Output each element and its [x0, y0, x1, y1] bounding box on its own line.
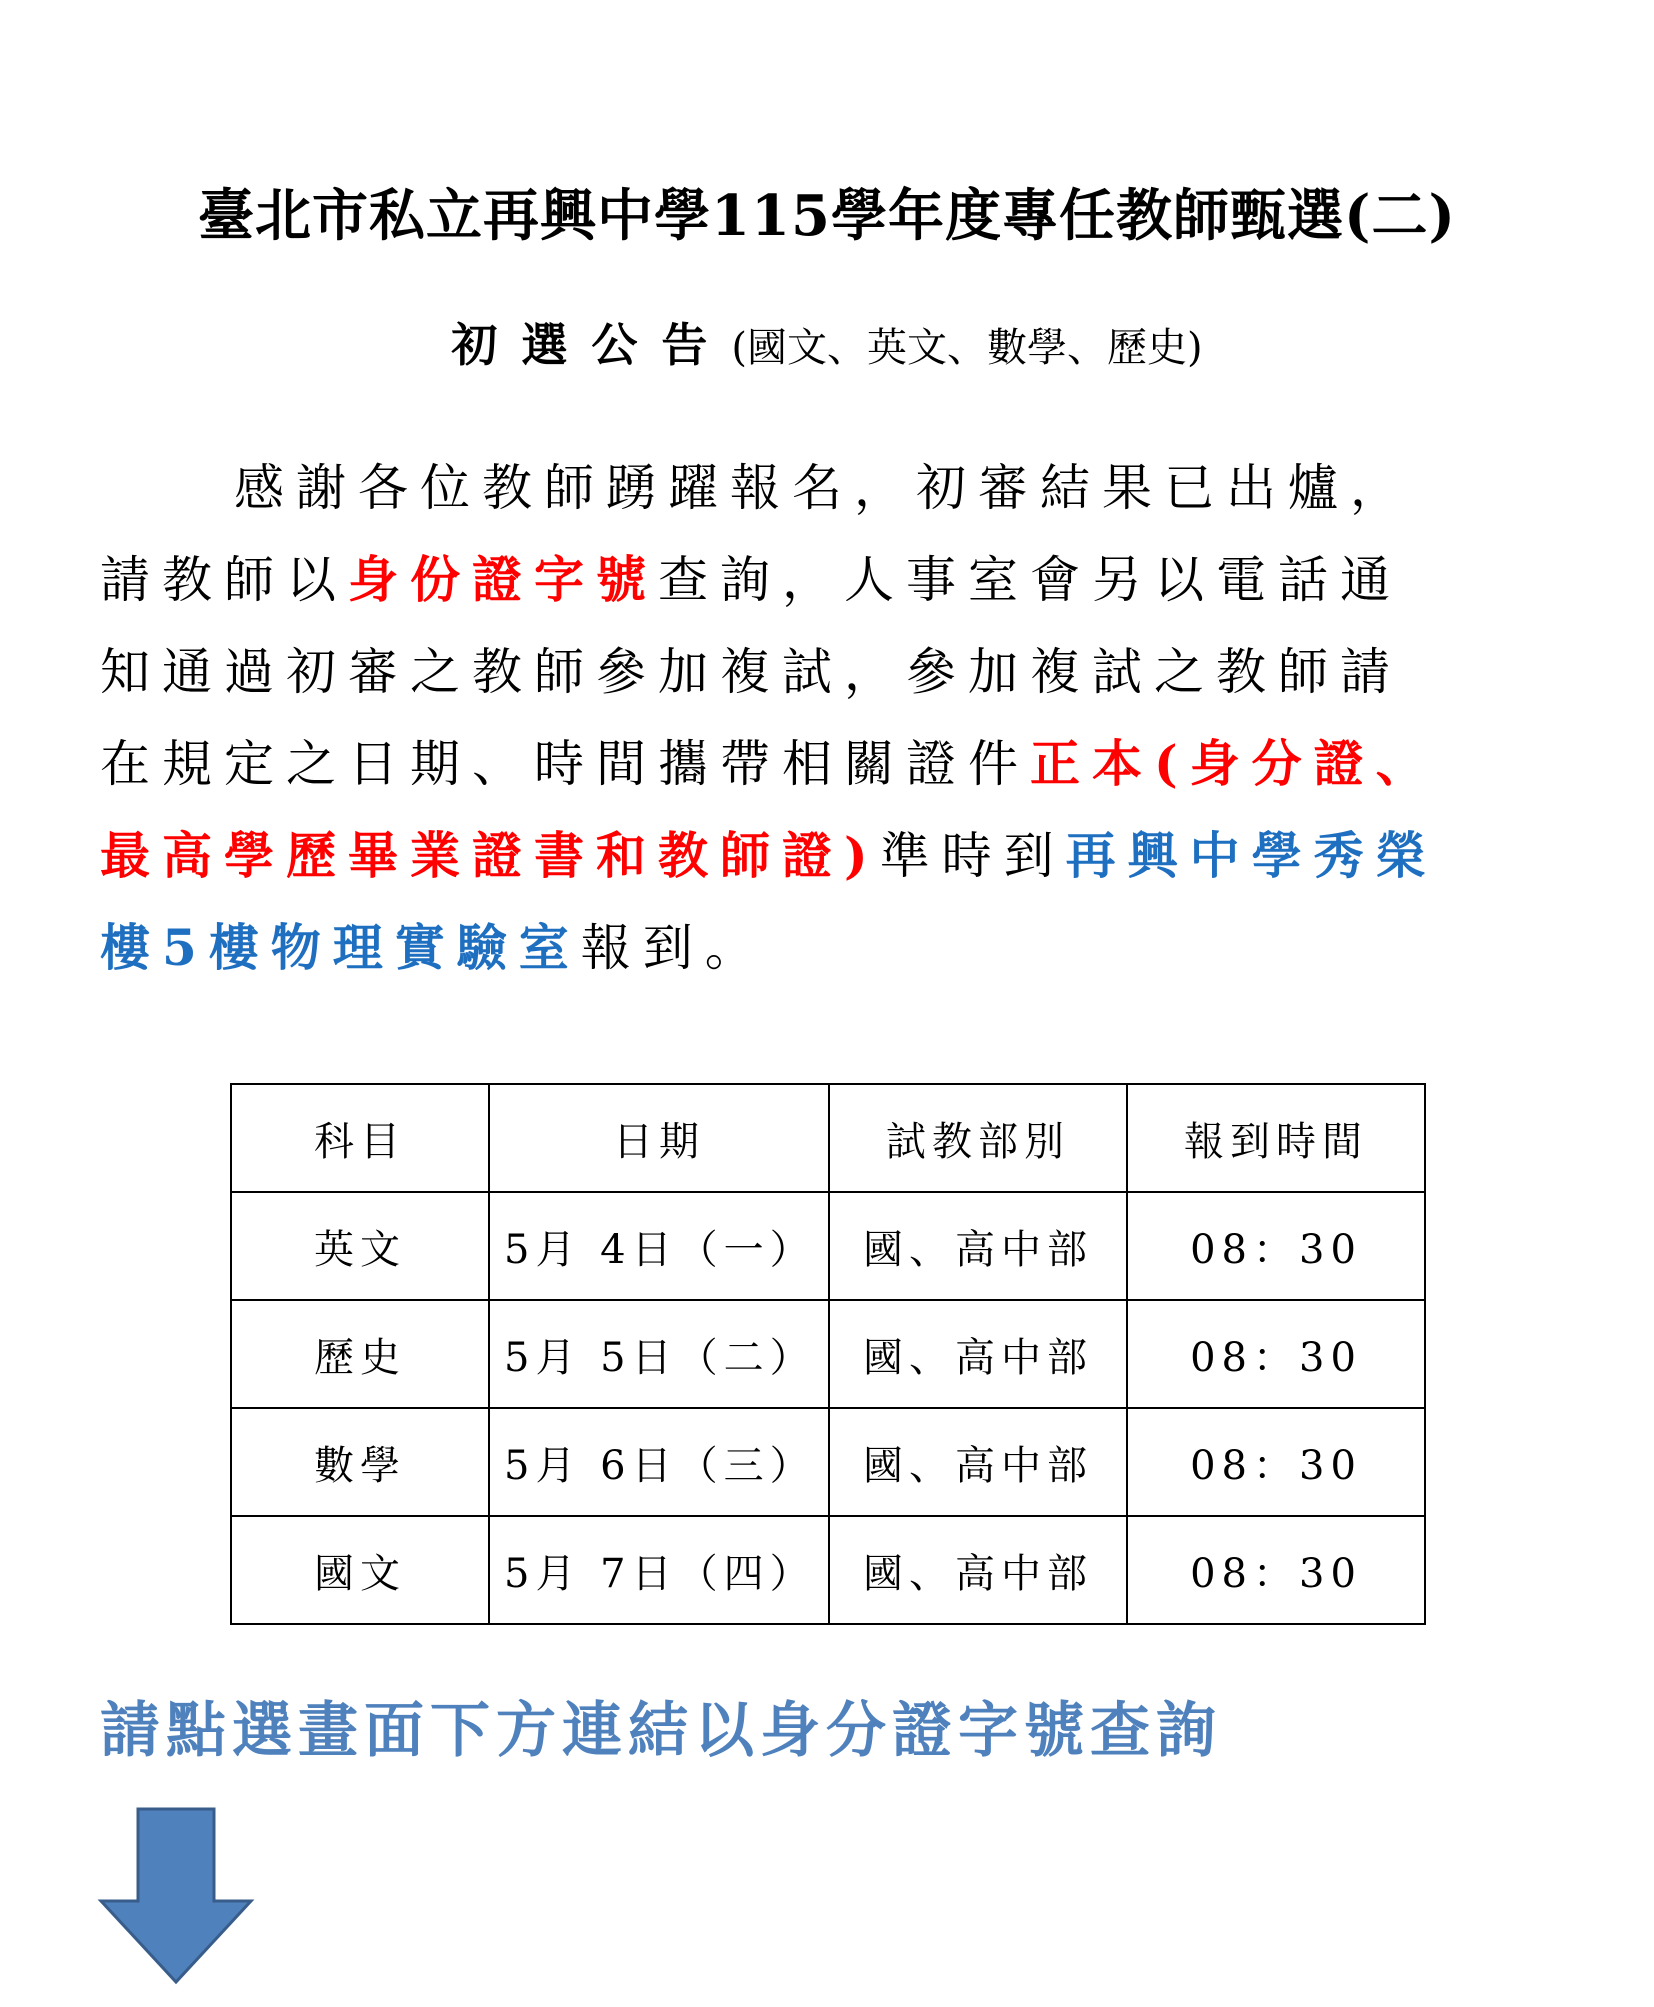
documents-highlight: 正本(身分證、 [1030, 734, 1438, 793]
cell-date: 5月 5日（二） [489, 1300, 829, 1408]
cell-division: 國、高中部 [829, 1192, 1127, 1300]
announcement-text: 準時到 [879, 827, 1066, 885]
announcement-line-6 [100, 902, 1520, 994]
cell-subject: 英文 [231, 1192, 489, 1300]
table-header-row [231, 1084, 1425, 1192]
announcement-line-2 [100, 534, 1520, 626]
table-row [231, 1192, 1425, 1300]
cell-subject: 歷史 [231, 1300, 489, 1408]
table-row [231, 1516, 1425, 1624]
table-row [231, 1300, 1425, 1408]
announcement-line-4 [100, 718, 1520, 810]
page-title: 臺北市私立再興中學115學年度專任教師甄選(二) [198, 183, 1456, 249]
cell-time: 08：30 [1127, 1408, 1425, 1516]
announcement-text: 請教師以 [100, 551, 348, 609]
announcement-text: 在規定之日期、時間攜帶相關證件 [100, 735, 1030, 793]
header-time: 報到時間 [1127, 1084, 1425, 1192]
announcement-body [100, 442, 1520, 994]
announcement-text: 知通過初審之教師參加複試，參加複試之教師請 [100, 643, 1402, 701]
announcement-text: 查詢，人事室會另以電話通 [658, 551, 1402, 609]
cell-date: 5月 4日（一） [489, 1192, 829, 1300]
table-row [231, 1408, 1425, 1516]
header-date: 日期 [489, 1084, 829, 1192]
id-number-highlight: 身份證字號 [348, 550, 658, 609]
cell-date: 5月 7日（四） [489, 1516, 829, 1624]
announcement-heading [0, 310, 1654, 383]
announcement-subjects: (國文、英文、數學、歷史) [731, 325, 1203, 371]
cell-date: 5月 6日（三） [489, 1408, 829, 1516]
announcement-text: 報到。 [580, 919, 767, 977]
schedule-table [230, 1083, 1426, 1625]
location-highlight: 樓5樓物理實驗室 [100, 918, 581, 977]
header-subject: 科目 [231, 1084, 489, 1192]
cell-division: 國、高中部 [829, 1408, 1127, 1516]
cell-time: 08：30 [1127, 1192, 1425, 1300]
cell-time: 08：30 [1127, 1300, 1425, 1408]
header-division: 試教部別 [829, 1084, 1127, 1192]
cell-division: 國、高中部 [829, 1516, 1127, 1624]
cell-time: 08：30 [1127, 1516, 1425, 1624]
cell-subject: 國文 [231, 1516, 489, 1624]
query-link-hint: 請點選畫面下方連結以身分證字號查詢 [100, 1696, 1222, 1766]
announcement-text: 感謝各位教師踴躍報名，初審結果已出爐， [234, 459, 1412, 517]
cell-subject: 數學 [231, 1408, 489, 1516]
announcement-heading-main: 初選公告 [451, 318, 732, 372]
location-highlight: 再興中學秀榮 [1065, 826, 1438, 885]
documents-highlight: 最高學歷畢業證書和教師證) [100, 826, 880, 885]
announcement-line-3 [100, 626, 1520, 718]
announcement-line-1 [100, 442, 1520, 534]
arrow-down-icon [96, 1806, 256, 1986]
announcement-line-5 [100, 810, 1520, 902]
cell-division: 國、高中部 [829, 1300, 1127, 1408]
